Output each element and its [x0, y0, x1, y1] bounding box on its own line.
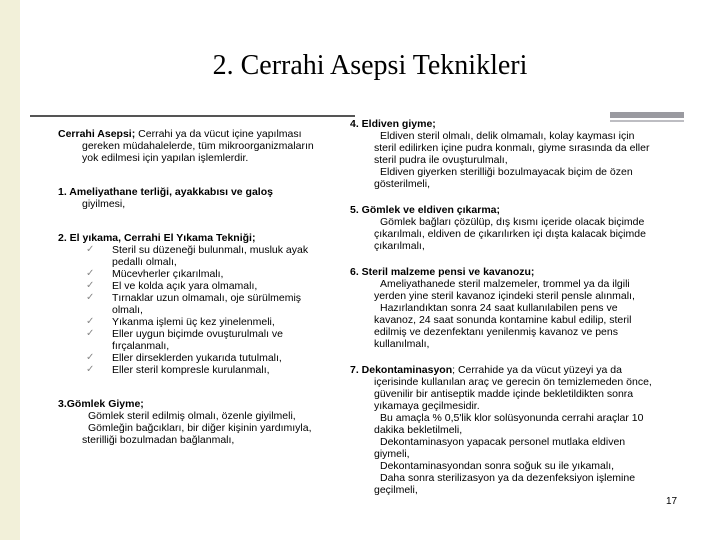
- section6-line: Hazırlandıktan sonra 24 saat kullanılabilen pens ve: [380, 302, 618, 314]
- checklist-item: ✓ Eller steril kompresle kurulanmalı,: [86, 364, 270, 376]
- section4-line: Eldiven steril olmalı, delik olmamalı, kolay kayması için: [380, 130, 635, 142]
- section2-heading: 2. El yıkama, Cerrahi El Yıkama Tekniği;: [58, 232, 256, 244]
- checklist-item: ✓ Yıkanma işlemi üç kez yinelenmeli,: [86, 316, 275, 328]
- section4-line: steril pudra ile ovuşturulmalı,: [374, 154, 508, 166]
- handwash-checklist: [58, 244, 358, 376]
- section6-line: Ameliyathanede steril malzemeler, trommel ya da ilgili: [380, 278, 630, 290]
- section4-heading: 4. Eldiven giyme;: [350, 118, 436, 130]
- section6-heading: 6. Steril malzeme pensi ve kavanozu;: [350, 266, 535, 278]
- section7-heading: 7. Dekontaminasyon: [350, 364, 453, 376]
- checkmark-icon: ✓: [86, 352, 95, 363]
- section5-line: çıkarılmalı, eldiven de çıkarılırken içi dışta kalacak biçimde: [374, 228, 646, 240]
- right-column: [350, 118, 695, 496]
- slide-title: 2. Cerrahi Asepsi Teknikleri: [212, 50, 528, 81]
- page-number: 17: [666, 496, 678, 507]
- section4-line: steril edilirken içine pudra konmalı, giyme sırasında da eller: [374, 142, 650, 154]
- intro-text-1: Cerrahi ya da vücut içine yapılması: [135, 128, 302, 140]
- section6-line: kullanılmalı,: [374, 338, 430, 350]
- checklist-item: ✓ Tırnaklar uzun olmamalı, oje sürülmemiş olmalı,: [86, 292, 302, 316]
- section5-heading: 5. Gömlek ve eldiven çıkarma;: [350, 204, 500, 216]
- section7-line: Bu amaçla % 0,5'lik klor solüsyonunda cerrahi araçlar 10: [380, 412, 644, 424]
- checkmark-icon: ✓: [86, 364, 95, 375]
- checklist-item: ✓ El ve kolda açık yara olmamalı,: [86, 280, 258, 292]
- checklist-item: ✓ Steril su düzeneği bulunmalı, musluk ayak pedallı olmalı,: [86, 244, 309, 268]
- section6-line: kavanoz, 24 saat sonunda kontamine kabul edilip, steril: [374, 314, 632, 326]
- intro-line-1: [58, 128, 358, 140]
- checkmark-icon: ✓: [86, 268, 95, 279]
- section4-line: gösterilmeli,: [374, 178, 431, 190]
- section7-line: Dekontaminasyon yapacak personel mutlaka eldiven: [380, 436, 626, 448]
- section1-line-1: 1. Ameliyathane terliği, ayakkabısı ve galoş: [58, 186, 273, 198]
- left-column: [58, 128, 358, 446]
- checkmark-icon: ✓: [86, 280, 95, 291]
- section3-heading: 3.Gömlek Giyme;: [58, 398, 144, 410]
- section5-line: çıkarılmalı,: [374, 240, 425, 252]
- intro-line-3: yok edilmesi için yapılan işlemlerdir.: [82, 152, 249, 164]
- section1-line-2: giyilmesi,: [82, 198, 126, 210]
- section6-line: edilmiş ve dezenfektanı yenilenmiş kavanoz ve pens: [374, 326, 618, 338]
- checkmark-icon: ✓: [86, 244, 95, 255]
- section7-line: içerisinde kullanılan araç ve gerecin ön temizlemeden önce,: [374, 376, 652, 388]
- section7-heading-rest: ; Cerrahide ya da vücut yüzeyi ya da: [452, 364, 622, 376]
- section7-line: Daha sonra sterilizasyon ya da dezenfeksiyon işlemine: [380, 472, 636, 484]
- section7-line: yıkamaya geçilmesidir.: [374, 400, 480, 412]
- intro-lead: Cerrahi Asepsi;: [58, 128, 136, 140]
- section7-line: dakika bekletilmeli,: [374, 424, 463, 436]
- checklist-item: ✓ Eller dirseklerden yukarıda tutulmalı,: [86, 352, 282, 364]
- checklist-item: ✓ Mücevherler çıkarılmalı,: [86, 268, 224, 280]
- section3-line-1: Gömlek steril edilmiş olmalı, özenle giyilmeli,: [88, 410, 296, 422]
- checkmark-icon: ✓: [86, 292, 95, 303]
- title-underline: [30, 115, 355, 117]
- checkmark-icon: ✓: [86, 328, 95, 339]
- checklist-item: ✓ Eller uygun biçimde ovuşturulmalı ve fırçalanmalı,: [86, 328, 283, 352]
- section7-heading-line: [350, 364, 695, 376]
- section5-line: Gömlek bağları çözülüp, dış kısmı içeride olacak biçimde: [380, 216, 645, 228]
- section7-line: giymeli,: [374, 448, 410, 460]
- section4-line: Eldiven giyerken sterilliği bozulmayacak biçim de özen: [380, 166, 633, 178]
- section7-line: güvenilir bir antiseptik madde içinde bekletildikten sonra: [374, 388, 634, 400]
- section6-line: yerden yine steril kavanoz içindeki steril pensle alınmalı,: [374, 290, 635, 302]
- section7-line: geçilmeli,: [374, 484, 418, 496]
- intro-line-2: gereken müdahalelerde, tüm mikroorganizmaların: [82, 140, 314, 152]
- checkmark-icon: ✓: [86, 316, 95, 327]
- section3-line-3: sterilliği bozulmadan bağlanmalı,: [82, 434, 235, 446]
- section3-line-2: Gömleğin bağcıkları, bir diğer kişinin yardımıyla,: [88, 422, 312, 434]
- section7-line: Dekontaminasyondan sonra soğuk su ile yıkamalı,: [380, 460, 615, 472]
